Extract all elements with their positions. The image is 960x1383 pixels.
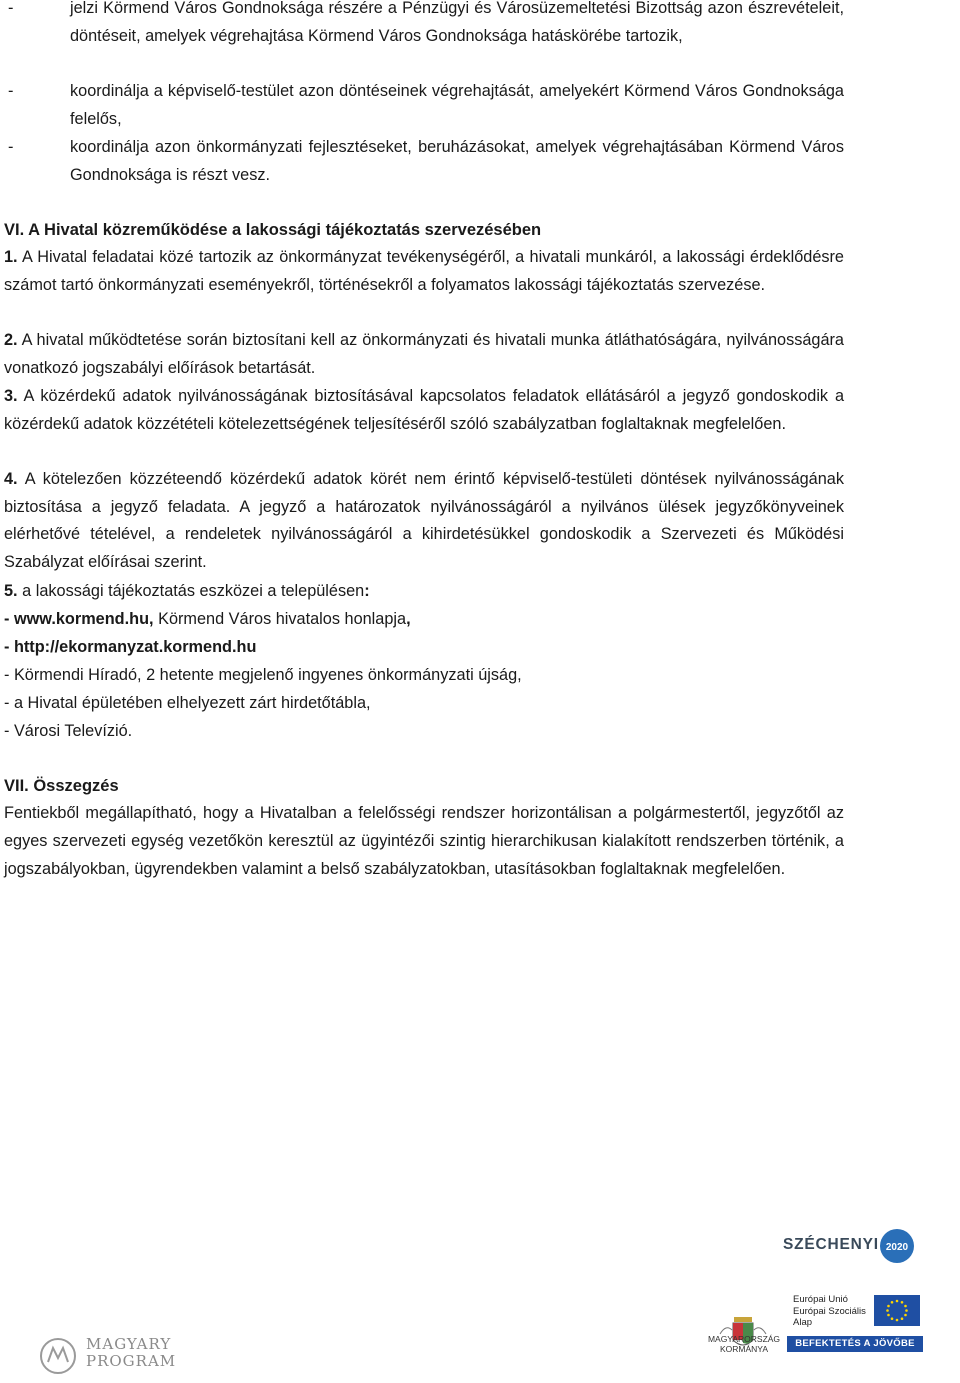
szechenyi-circle-icon [879,1228,915,1264]
list-item: - Városi Televízió. [4,722,133,740]
crest-line1: MAGYARORSZÁG [707,1334,781,1344]
crest-label [706,1334,782,1354]
paragraph-colon: : [364,582,370,600]
section-vii-heading: VII. Összegzés [4,777,119,795]
summary-paragraph: Fentiekből megállapítható, hogy a Hivatalban a felelősségi rendszer horizontálisan a polgármestertől, jegyzőtől az egyes szervezeti egység vezetőkön keresztül az ügyintézői szintig hierarchikusan kialakított rendszerben történik, a jogszabályokban, ügyrendekben valamint a belső szabályzatokban, utasításokban foglaltaknak megfelelően. [4,804,844,878]
list-item: - Körmendi Híradó, 2 hetente megjelenő ingyenes önkormányzati újság, [4,666,522,684]
section-vi-heading: VI. A Hivatal közreműködése a lakossági tájékoztatás szervezésében [4,221,542,239]
szechenyi-year: 2020 [885,1242,909,1253]
bullet-item [8,0,844,50]
paragraph-number: 2. [4,331,18,349]
paragraph-4 [4,466,844,576]
bullet-dash: - [8,82,14,100]
magyary-line1: MAGYARY [86,1335,172,1353]
paragraph-text: A kötelezően közzéteendő közérdekű adatok körét nem érintő képviselő-testületi döntések nyilvánosságának biztosítása a jegyző feladata. A jegyző a határozatok nyilvánosságáról a nyilvános ülések jegyzőkönyveinek elérhetővé tételével, a rendeletek nyilvánosságáról a kihirdetésükkel gondoskodik a Szervezeti és Működési Szabályzat előírásai szerint. [4,470,844,571]
bullet-text: koordinálja azon önkormányzati fejlesztéseket, beruházásokat, amelyek végrehajtásában Körmend Város Gondnoksága is részt vesz. [70,138,844,184]
paragraph-text: A hivatal működtetése során biztosítani kell az önkormányzati és hivatali munka átláthatóságára, nyilvánosságára vonatkozó jogszabályi előírások betartását. [4,331,844,377]
list-item [4,633,256,661]
szechenyi-2020-logo [783,1228,923,1278]
paragraph-text: A Hivatal feladatai közé tartozik az önkormányzat tevékenységéről, a hivatali munkáról, a lakossági érdeklődésre számot tartó önkormányzati eseményekről, történésekről a folyamatos lakossági tájékoztatás szervezése. [4,248,844,294]
bullet-dash: - [8,138,14,156]
szechenyi-text: SZÉCHENYI [783,1236,879,1253]
eu-line1: Európai Unió [793,1294,848,1305]
paragraph-number: 4. [4,470,18,488]
bullet-item [8,133,844,189]
paragraph-5 [4,577,370,605]
befektetes-banner: BEFEKTETÉS A JÖVŐBE [787,1336,923,1352]
paragraph-number: 3. [4,387,18,405]
eu-flag-icon [874,1295,920,1326]
bullet-item [8,77,844,133]
eu-logo [787,1294,923,1330]
eu-line3: Alap [793,1317,813,1328]
paragraph-1 [4,244,844,299]
paragraph-text: A közérdekű adatok nyilvánosságának biztosításával kapcsolatos feladatok ellátásáról a jegyző gondoskodik a közérdekű adatok közzétételi kötelezettségének teljesítéséről szóló szabályzatban foglaltaknak megfelelően. [4,387,844,433]
list-item-tail: , [406,610,411,628]
paragraph-2 [4,327,844,382]
paragraph-number: 5. [4,582,18,600]
bullet-text: jelzi Körmend Város Gondnoksága részére a Pénzügyi és Városüzemeltetési Bizottság azon észrevételeit, döntéseit, amelyek végrehajtása Körmend Város Gondnoksága hatáskörébe tartozik, [70,0,844,45]
eu-line2: Európai Szociális [793,1305,866,1317]
list-item-text: Körmend Város hivatalos honlapja [153,610,407,628]
magyary-emblem-icon [38,1336,78,1376]
crest-line2: KORMÁNYA [719,1344,769,1354]
list-item-bold[interactable]: - www.kormend.hu, [4,610,154,628]
paragraph-text: a lakossági tájékoztatás eszközei a településen [17,582,365,600]
paragraph-3 [4,383,844,438]
list-item: - a Hivatal épületében elhelyezett zárt hirdetőtábla, [4,694,371,712]
magyary-line2: PROGRAM [86,1352,177,1370]
paragraph-number: 1. [4,248,18,266]
magyary-program-logo [38,1336,178,1376]
list-item [4,605,411,633]
bullet-text: koordinálja a képviselő-testület azon döntéseinek végrehajtását, amelyekért Körmend Város Gondnoksága felelős, [70,82,844,128]
list-item-bold[interactable]: - http://ekormanyzat.kormend.hu [4,638,257,656]
bullet-dash: - [8,0,14,17]
